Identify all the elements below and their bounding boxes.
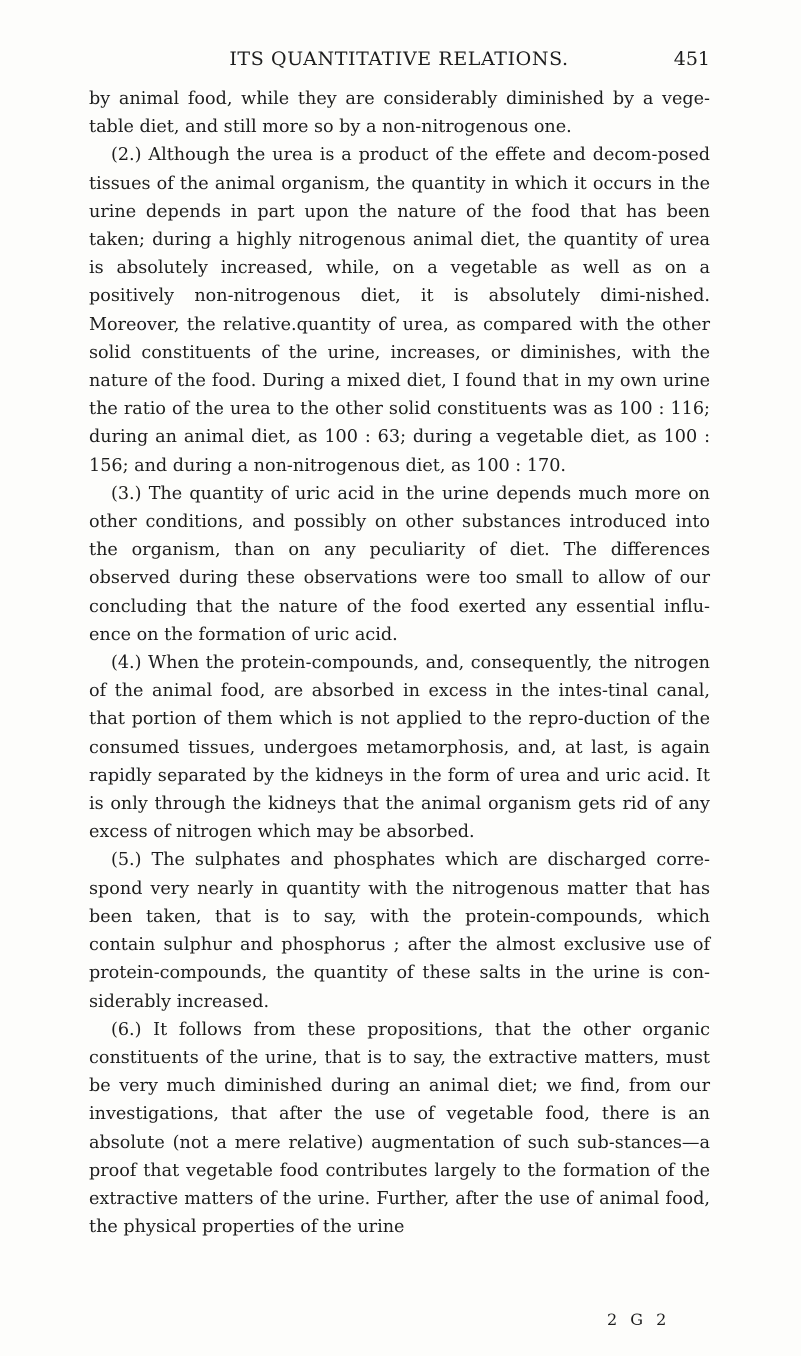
paragraph-3: (3.) The quantity of uric acid in the urine depends much more on other conditions, and possibly on other substances introduced into the organism, than on any peculiarity of diet. The differences observed during these observations were too small to allow of our concluding that the nature of the food exerted any essential influ-ence on the formation of uric acid. bbox=[89, 483, 710, 645]
running-title: ITS QUANTITATIVE RELATIONS. bbox=[229, 48, 569, 70]
running-head bbox=[88, 44, 710, 74]
printer-signature-mark: 2 G 2 bbox=[607, 1310, 671, 1329]
paragraph-6: (6.) It follows from these propositions, that the other organic constituents of the urine, that is to say, the extractive matters, must be very much diminished during an animal diet; we find, from our investigations, that after the use of vegetable food, there is an absolute (not a mere relative) augmentation of such sub-stances—a proof that vegetable food contributes largely to the formation of the extractive matters of the urine. Further, after the use of animal food, the physical properties of the urine bbox=[89, 1019, 710, 1238]
paragraph-4: (4.) When the protein-compounds, and, consequently, the nitrogen of the animal food, are absorbed in excess in the intes-tinal canal, that portion of them which is not applied to the repro-duction of the consumed tissues, undergoes metamorphosis, and, at last, is again rapidly separated by the kidneys in the form of urea and uric acid. It is only through the kidneys that the animal organism gets rid of any excess of nitrogen which may be absorbed. bbox=[89, 653, 710, 843]
paragraph-2: (2.) Although the urea is a product of the effete and decom-posed tissues of the animal organism, the quantity in which it occurs in the urine depends in part upon the nature of the food that has been taken; during a highly nitrogenous animal diet, the quantity of urea is absolutely increased, while, on a vegetable as well as on a positively non-nitrogenous diet, it is absolutely dimi-nished. Moreover, the relative.quantity of urea, as compared with the other solid constituents of the urine, increases, or diminishes, with the nature of the food. During a mixed diet, I found that in my own urine the ratio of the urea to the other solid constituents was as 100 : 116; during an animal diet, as 100 : 63; during a vegetable diet, as 100 : 156; and during a non-nitrogenous diet, as 100 : 170. bbox=[89, 145, 710, 476]
paragraph-5: (5.) The sulphates and phosphates which are discharged corre-spond very nearly in quantity with the nitrogenous matter that has been taken, that is to say, with the protein-compounds, which contain sulphur and phosphorus ; after the almost exclusive use of protein-compounds, the quantity of these salts in the urine is con-siderably increased. bbox=[89, 850, 710, 1012]
body-text bbox=[89, 85, 710, 1241]
paragraph-continuation: by animal food, while they are considerably diminished by a vege-table diet, and still more so by a non-nitrogenous one. bbox=[89, 89, 710, 138]
page-number: 451 bbox=[673, 48, 710, 70]
